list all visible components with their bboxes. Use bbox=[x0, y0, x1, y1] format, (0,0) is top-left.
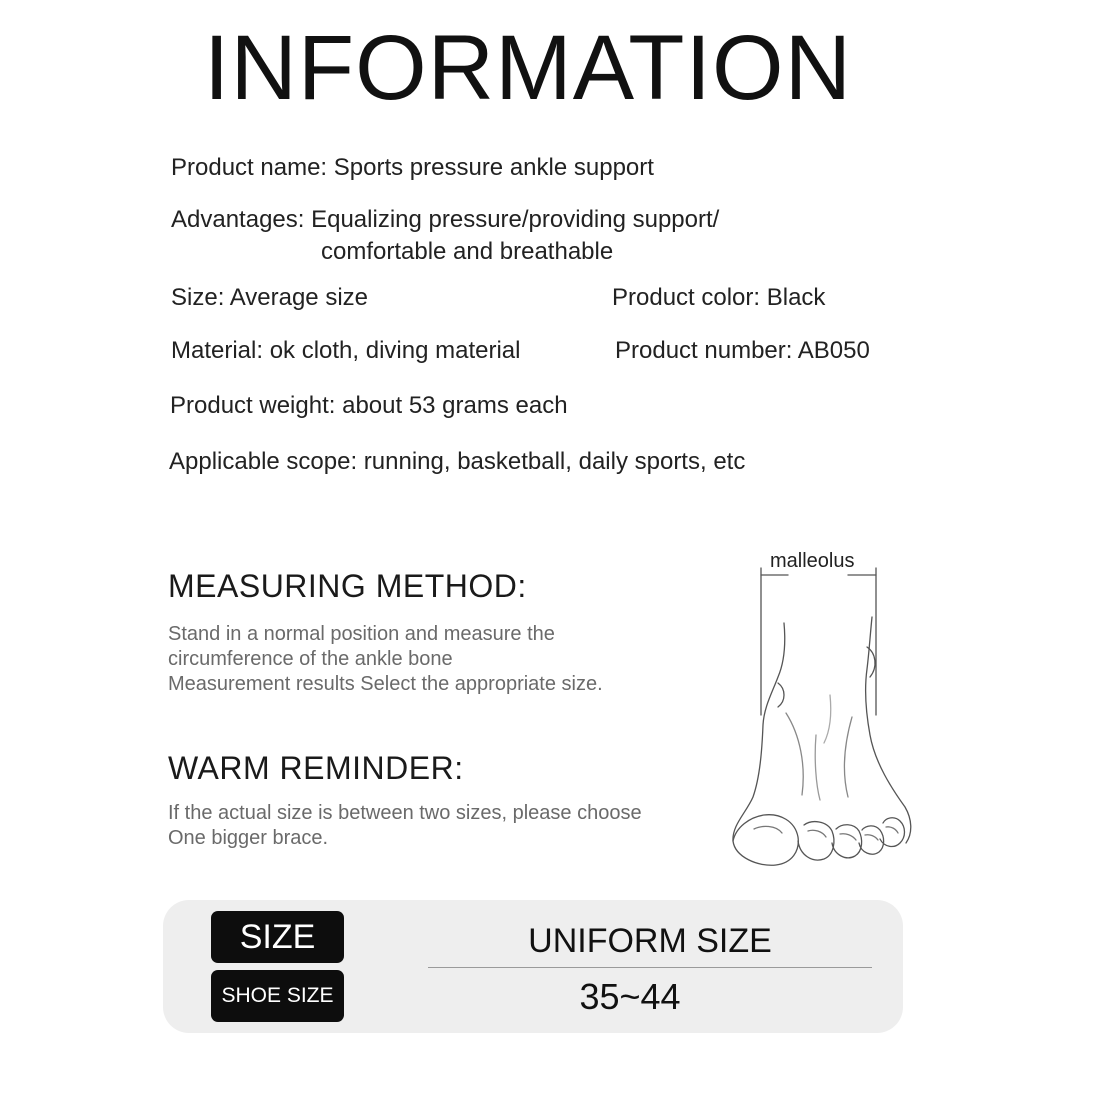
shoe-size-value: 35~44 bbox=[579, 976, 681, 1017]
size-info: Size: Average size bbox=[171, 284, 369, 311]
size-value: UNIFORM SIZE bbox=[528, 922, 772, 960]
reminder-line: One bigger brace. bbox=[168, 827, 329, 849]
advantages: Advantages: Equalizing pressure/providing support/ bbox=[171, 206, 720, 233]
advantages-continued: comfortable and breathable bbox=[321, 238, 614, 265]
reminder-line: If the actual size is between two sizes, please choose bbox=[168, 802, 642, 824]
page-title: INFORMATION bbox=[203, 17, 853, 119]
measuring-heading: MEASURING METHOD: bbox=[168, 568, 527, 604]
applicable-scope: Applicable scope: running, basketball, daily sports, etc bbox=[169, 448, 746, 475]
material: Material: ok cloth, diving material bbox=[171, 337, 521, 364]
product-number: Product number: AB050 bbox=[615, 337, 870, 364]
measuring-line: Stand in a normal position and measure the bbox=[168, 623, 555, 645]
product-weight: Product weight: about 53 grams each bbox=[170, 392, 568, 419]
measuring-line: circumference of the ankle bone bbox=[168, 648, 453, 670]
shoe-size-label-badge: SHOE SIZE bbox=[211, 970, 344, 1022]
size-table-divider bbox=[428, 967, 872, 968]
reminder-heading: WARM REMINDER: bbox=[168, 750, 464, 786]
foot-illustration-icon bbox=[720, 545, 930, 875]
malleolus-label: malleolus bbox=[770, 550, 855, 572]
product-name: Product name: Sports pressure ankle support bbox=[171, 154, 654, 181]
measuring-line: Measurement results Select the appropriate size. bbox=[168, 673, 603, 695]
measuring-text bbox=[168, 622, 603, 697]
reminder-text bbox=[168, 801, 642, 851]
size-label-badge: SIZE bbox=[211, 911, 344, 963]
product-color: Product color: Black bbox=[612, 284, 826, 311]
